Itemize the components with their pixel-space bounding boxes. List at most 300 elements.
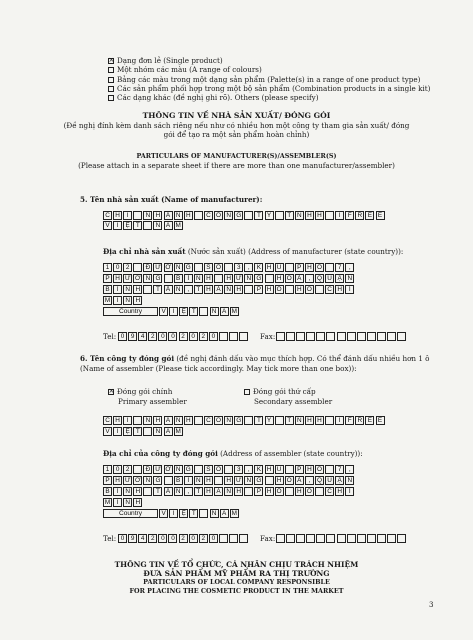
char-cell[interactable]: H	[275, 476, 284, 485]
char-cell[interactable]: B	[103, 285, 112, 294]
char-cell[interactable]	[143, 427, 152, 436]
char-cell[interactable]: B	[174, 476, 183, 485]
char-cell[interactable]: Ố	[315, 465, 324, 474]
char-cell[interactable]	[229, 534, 238, 543]
char-cell[interactable]: Q	[315, 476, 324, 485]
char-cell[interactable]	[377, 332, 386, 341]
char-cell[interactable]: E	[365, 211, 374, 220]
char-cell[interactable]: N	[210, 307, 219, 316]
char-cell[interactable]: ,	[184, 285, 193, 294]
assembler-address-row-3[interactable]	[103, 487, 355, 496]
char-cell[interactable]: T	[254, 211, 263, 220]
char-cell[interactable]: P	[295, 263, 304, 272]
char-cell[interactable]: Ì	[184, 476, 193, 485]
char-cell[interactable]: Á	[164, 211, 173, 220]
char-cell[interactable]: A	[164, 221, 173, 230]
char-cell[interactable]	[337, 332, 346, 341]
char-cell[interactable]: N	[224, 285, 233, 294]
assembler-name-row-1[interactable]	[103, 416, 386, 425]
char-cell[interactable]: Ố	[275, 285, 284, 294]
char-cell[interactable]: I	[113, 427, 122, 436]
char-cell[interactable]	[244, 487, 253, 496]
char-cell[interactable]: H	[153, 416, 162, 425]
char-cell[interactable]: N	[210, 509, 219, 518]
char-cell[interactable]	[276, 534, 285, 543]
char-cell[interactable]: Đ	[143, 465, 152, 474]
manufacturer-country-cells[interactable]	[159, 307, 240, 316]
char-cell[interactable]	[164, 274, 173, 283]
char-cell[interactable]: ,	[244, 263, 253, 272]
char-cell[interactable]: G	[153, 274, 162, 283]
char-cell[interactable]	[285, 263, 294, 272]
char-cell[interactable]: 3	[234, 263, 243, 272]
char-cell[interactable]: N	[194, 476, 203, 485]
char-cell[interactable]	[219, 534, 228, 543]
char-cell[interactable]: H	[224, 274, 233, 283]
char-cell[interactable]	[286, 332, 295, 341]
char-cell[interactable]: P	[254, 487, 263, 496]
char-cell[interactable]: T	[194, 285, 203, 294]
char-cell[interactable]	[325, 416, 334, 425]
char-cell[interactable]	[325, 465, 334, 474]
char-cell[interactable]: I	[113, 221, 122, 230]
char-cell[interactable]: N	[143, 274, 152, 283]
char-cell[interactable]: Ố	[275, 487, 284, 496]
char-cell[interactable]: N	[123, 285, 132, 294]
char-cell[interactable]: Ì	[113, 487, 122, 496]
char-cell[interactable]: P	[103, 476, 112, 485]
char-cell[interactable]: ,	[345, 465, 354, 474]
char-cell[interactable]: Q	[315, 274, 324, 283]
char-cell[interactable]: T	[189, 307, 198, 316]
char-cell[interactable]: Ệ	[123, 221, 132, 230]
char-cell[interactable]	[275, 416, 284, 425]
char-cell[interactable]: M	[231, 308, 237, 315]
char-cell[interactable]: N	[345, 274, 354, 283]
char-cell[interactable]: ,	[184, 487, 193, 496]
secondary-assembler-option[interactable]	[244, 387, 316, 396]
char-cell[interactable]: U	[275, 465, 284, 474]
char-cell[interactable]: N	[244, 476, 253, 485]
char-cell[interactable]: H	[265, 465, 274, 474]
char-cell[interactable]: H	[265, 263, 274, 272]
char-cell[interactable]	[337, 534, 346, 543]
char-cell[interactable]: G	[184, 465, 193, 474]
char-cell[interactable]: N	[224, 211, 233, 220]
char-cell[interactable]	[244, 211, 253, 220]
char-cell[interactable]: 3	[234, 465, 243, 474]
char-cell[interactable]: N	[143, 476, 152, 485]
char-cell[interactable]: 0	[158, 332, 167, 341]
char-cell[interactable]	[133, 263, 142, 272]
char-cell[interactable]	[194, 211, 203, 220]
char-cell[interactable]: Í	[345, 285, 354, 294]
char-cell[interactable]: 0	[113, 465, 122, 474]
char-cell[interactable]: 9	[128, 534, 137, 543]
char-cell[interactable]	[265, 274, 274, 283]
char-cell[interactable]	[265, 476, 274, 485]
char-cell[interactable]	[325, 263, 334, 272]
char-cell[interactable]: S	[204, 263, 213, 272]
char-cell[interactable]: C	[103, 416, 112, 425]
char-cell[interactable]: I	[113, 498, 122, 507]
char-cell[interactable]: E	[376, 416, 385, 425]
char-cell[interactable]	[214, 274, 223, 283]
char-cell[interactable]: N	[174, 416, 183, 425]
char-cell[interactable]: 0	[189, 534, 198, 543]
char-cell[interactable]: K	[254, 465, 263, 474]
char-cell[interactable]: H	[335, 285, 344, 294]
product-type-checkbox[interactable]	[108, 77, 114, 83]
assembler-country-cells[interactable]	[159, 509, 240, 518]
char-cell[interactable]: T	[189, 509, 198, 518]
char-cell[interactable]: H	[133, 498, 142, 507]
char-cell[interactable]: H	[113, 274, 122, 283]
char-cell[interactable]: T	[153, 285, 162, 294]
char-cell[interactable]	[306, 332, 315, 341]
assembler-fax-cells[interactable]	[276, 534, 407, 543]
char-cell[interactable]: Ậ	[335, 476, 344, 485]
char-cell[interactable]: Í	[345, 487, 354, 496]
char-cell[interactable]: V	[103, 221, 112, 230]
char-cell[interactable]: H	[275, 274, 284, 283]
char-cell[interactable]: F	[345, 416, 354, 425]
char-cell[interactable]	[316, 332, 325, 341]
char-cell[interactable]	[133, 416, 142, 425]
char-cell[interactable]: I	[169, 307, 178, 316]
manufacturer-address-row-1[interactable]	[103, 263, 355, 272]
char-cell[interactable]	[229, 332, 238, 341]
char-cell[interactable]	[387, 534, 396, 543]
char-cell[interactable]	[357, 534, 366, 543]
char-cell[interactable]: H	[234, 487, 243, 496]
char-cell[interactable]: 0	[158, 534, 167, 543]
char-cell[interactable]: H	[265, 487, 274, 496]
char-cell[interactable]	[315, 285, 324, 294]
char-cell[interactable]	[194, 416, 203, 425]
char-cell[interactable]: 2	[199, 534, 208, 543]
char-cell[interactable]: I	[113, 296, 122, 305]
char-cell[interactable]: N	[153, 427, 162, 436]
char-cell[interactable]: B	[174, 274, 183, 283]
char-cell[interactable]: E	[365, 416, 374, 425]
char-cell[interactable]: G	[153, 476, 162, 485]
char-cell[interactable]: A	[164, 427, 173, 436]
char-cell[interactable]: À	[295, 274, 304, 283]
char-cell[interactable]: Ệ	[179, 307, 188, 316]
char-cell[interactable]: H	[335, 487, 344, 496]
product-type-checkbox[interactable]	[108, 58, 114, 64]
char-cell[interactable]: M	[231, 510, 237, 517]
char-cell[interactable]: Ồ	[305, 487, 314, 496]
char-cell[interactable]: Ờ	[135, 477, 141, 484]
char-cell[interactable]	[347, 332, 356, 341]
primary-assembler-checkbox[interactable]	[108, 389, 114, 395]
char-cell[interactable]: B	[103, 487, 112, 496]
char-cell[interactable]: M	[175, 428, 181, 435]
manufacturer-name-row-2[interactable]	[103, 221, 184, 230]
char-cell[interactable]: F	[345, 211, 354, 220]
char-cell[interactable]	[397, 534, 406, 543]
char-cell[interactable]: Ờ	[165, 264, 171, 271]
char-cell[interactable]	[326, 332, 335, 341]
char-cell[interactable]: H	[184, 211, 193, 220]
char-cell[interactable]	[224, 465, 233, 474]
char-cell[interactable]	[214, 476, 223, 485]
char-cell[interactable]	[286, 534, 295, 543]
char-cell[interactable]: 0	[168, 332, 177, 341]
char-cell[interactable]: C	[325, 487, 334, 496]
char-cell[interactable]: H	[234, 285, 243, 294]
char-cell[interactable]	[315, 487, 324, 496]
char-cell[interactable]: 0	[209, 534, 218, 543]
char-cell[interactable]: G	[234, 211, 243, 220]
manufacturer-address-row-4[interactable]	[103, 296, 143, 305]
char-cell[interactable]: T	[194, 487, 203, 496]
char-cell[interactable]	[244, 285, 253, 294]
char-cell[interactable]: G	[254, 476, 263, 485]
char-cell[interactable]	[133, 465, 142, 474]
manufacturer-tel-cells[interactable]	[118, 332, 249, 341]
char-cell[interactable]	[199, 509, 208, 518]
char-cell[interactable]: Ì	[184, 274, 193, 283]
product-type-option[interactable]	[108, 75, 430, 84]
char-cell[interactable]: ,	[244, 465, 253, 474]
char-cell[interactable]: Ư	[235, 477, 242, 484]
char-cell[interactable]: Ệ	[123, 427, 132, 436]
char-cell[interactable]: Á	[164, 416, 173, 425]
char-cell[interactable]: N	[174, 285, 183, 294]
product-type-checkbox[interactable]	[108, 86, 114, 92]
char-cell[interactable]: Y	[265, 211, 274, 220]
char-cell[interactable]: M	[104, 297, 111, 304]
char-cell[interactable]: M	[175, 222, 181, 229]
char-cell[interactable]	[133, 211, 142, 220]
char-cell[interactable]: R	[355, 211, 364, 220]
char-cell[interactable]: 7	[335, 263, 344, 272]
char-cell[interactable]: H	[133, 285, 142, 294]
char-cell[interactable]	[194, 263, 203, 272]
char-cell[interactable]: N	[244, 274, 253, 283]
char-cell[interactable]: ,	[345, 263, 354, 272]
char-cell[interactable]: G	[184, 263, 193, 272]
char-cell[interactable]: T	[133, 221, 142, 230]
char-cell[interactable]: 2	[199, 332, 208, 341]
char-cell[interactable]: 1	[103, 263, 112, 272]
char-cell[interactable]: P	[254, 285, 263, 294]
char-cell[interactable]	[296, 534, 305, 543]
char-cell[interactable]: N	[123, 498, 132, 507]
char-cell[interactable]: E	[376, 211, 385, 220]
char-cell[interactable]: 2	[179, 534, 188, 543]
product-type-option[interactable]	[108, 93, 430, 102]
char-cell[interactable]: U	[325, 274, 334, 283]
char-cell[interactable]: H	[305, 416, 314, 425]
char-cell[interactable]: N	[224, 487, 233, 496]
char-cell[interactable]: A	[220, 307, 229, 316]
char-cell[interactable]	[367, 534, 376, 543]
assembler-name-row-2[interactable]	[103, 427, 184, 436]
char-cell[interactable]: H	[113, 211, 122, 220]
char-cell[interactable]: 0	[209, 332, 218, 341]
char-cell[interactable]: K	[254, 263, 263, 272]
manufacturer-name-row-1[interactable]	[103, 211, 386, 220]
char-cell[interactable]	[143, 285, 152, 294]
char-cell[interactable]: I	[123, 211, 132, 220]
char-cell[interactable]: T	[285, 416, 294, 425]
char-cell[interactable]: Ố	[315, 263, 324, 272]
char-cell[interactable]: 0	[168, 534, 177, 543]
char-cell[interactable]	[325, 211, 334, 220]
char-cell[interactable]	[194, 465, 203, 474]
char-cell[interactable]	[239, 534, 248, 543]
char-cell[interactable]	[285, 487, 294, 496]
char-cell[interactable]: C	[204, 416, 213, 425]
char-cell[interactable]: H	[113, 416, 122, 425]
char-cell[interactable]	[199, 307, 208, 316]
char-cell[interactable]: H	[204, 476, 213, 485]
char-cell[interactable]	[164, 476, 173, 485]
char-cell[interactable]: P	[295, 465, 304, 474]
char-cell[interactable]: Ô	[214, 416, 223, 425]
char-cell[interactable]: Ồ	[305, 285, 314, 294]
char-cell[interactable]: H	[315, 211, 324, 220]
char-cell[interactable]: H	[204, 487, 213, 496]
char-cell[interactable]: Ư	[235, 275, 242, 282]
product-type-option[interactable]	[108, 65, 430, 74]
char-cell[interactable]: T	[254, 416, 263, 425]
char-cell[interactable]: 4	[138, 534, 147, 543]
char-cell[interactable]: 2	[123, 263, 132, 272]
char-cell[interactable]: I	[335, 211, 344, 220]
char-cell[interactable]: A	[220, 509, 229, 518]
char-cell[interactable]: À	[295, 476, 304, 485]
char-cell[interactable]: 0	[189, 332, 198, 341]
char-cell[interactable]: Ô	[214, 211, 223, 220]
char-cell[interactable]: N	[194, 274, 203, 283]
char-cell[interactable]: 0	[118, 534, 127, 543]
char-cell[interactable]: À	[214, 487, 223, 496]
char-cell[interactable]: I	[335, 416, 344, 425]
char-cell[interactable]	[143, 221, 152, 230]
char-cell[interactable]: I	[169, 509, 178, 518]
char-cell[interactable]: H	[305, 211, 314, 220]
char-cell[interactable]: Ư	[124, 275, 131, 282]
char-cell[interactable]	[326, 534, 335, 543]
char-cell[interactable]	[387, 332, 396, 341]
char-cell[interactable]: H	[184, 416, 193, 425]
char-cell[interactable]: H	[224, 476, 233, 485]
char-cell[interactable]: H	[204, 285, 213, 294]
char-cell[interactable]: N	[174, 487, 183, 496]
char-cell[interactable]: H	[315, 416, 324, 425]
char-cell[interactable]: T	[153, 487, 162, 496]
char-cell[interactable]: H	[305, 465, 314, 474]
char-cell[interactable]: C	[204, 211, 213, 220]
assembler-tel-cells[interactable]	[118, 534, 249, 543]
char-cell[interactable]: Ư	[155, 466, 161, 473]
manufacturer-address-row-3[interactable]	[103, 285, 355, 294]
assembler-address-row-2[interactable]	[103, 476, 355, 485]
char-cell[interactable]: 2	[148, 332, 157, 341]
char-cell[interactable]: N	[224, 416, 233, 425]
char-cell[interactable]: C	[103, 211, 112, 220]
char-cell[interactable]: Â	[164, 285, 173, 294]
assembler-address-row-4[interactable]	[103, 498, 143, 507]
char-cell[interactable]	[377, 534, 386, 543]
char-cell[interactable]	[357, 332, 366, 341]
product-type-option[interactable]	[108, 56, 430, 65]
char-cell[interactable]: 2	[179, 332, 188, 341]
char-cell[interactable]: I	[123, 416, 132, 425]
char-cell[interactable]: N	[174, 465, 183, 474]
char-cell[interactable]: Y	[265, 416, 274, 425]
char-cell[interactable]: H	[153, 211, 162, 220]
char-cell[interactable]: O	[285, 274, 294, 283]
char-cell[interactable]: N	[123, 296, 132, 305]
char-cell[interactable]: 0	[118, 332, 127, 341]
char-cell[interactable]	[285, 465, 294, 474]
char-cell[interactable]: M	[104, 499, 111, 506]
char-cell[interactable]	[219, 332, 228, 341]
char-cell[interactable]	[244, 416, 253, 425]
char-cell[interactable]: N	[174, 211, 183, 220]
char-cell[interactable]: G	[234, 416, 243, 425]
char-cell[interactable]: 1	[103, 465, 112, 474]
char-cell[interactable]: N	[295, 211, 304, 220]
char-cell[interactable]: V	[159, 509, 168, 518]
char-cell[interactable]: Ờ	[165, 466, 171, 473]
char-cell[interactable]: H	[295, 487, 304, 496]
char-cell[interactable]: H	[133, 487, 142, 496]
char-cell[interactable]: Ư	[124, 477, 131, 484]
char-cell[interactable]: P	[103, 274, 112, 283]
char-cell[interactable]: U	[325, 476, 334, 485]
char-cell[interactable]: 2	[123, 465, 132, 474]
primary-assembler-option[interactable]	[108, 387, 172, 396]
char-cell[interactable]	[224, 263, 233, 272]
product-type-checkbox[interactable]	[108, 67, 114, 73]
char-cell[interactable]: H	[204, 274, 213, 283]
char-cell[interactable]: ,	[305, 274, 314, 283]
product-type-option[interactable]	[108, 84, 430, 93]
char-cell[interactable]: R	[355, 416, 364, 425]
char-cell[interactable]: Ố	[214, 263, 223, 272]
char-cell[interactable]: Ư	[155, 264, 161, 271]
char-cell[interactable]	[306, 534, 315, 543]
char-cell[interactable]: 0	[113, 263, 122, 272]
char-cell[interactable]: 9	[128, 332, 137, 341]
char-cell[interactable]: T	[285, 211, 294, 220]
char-cell[interactable]: G	[254, 274, 263, 283]
char-cell[interactable]: Ố	[214, 465, 223, 474]
char-cell[interactable]: U	[275, 263, 284, 272]
char-cell[interactable]: Â	[164, 487, 173, 496]
char-cell[interactable]	[296, 332, 305, 341]
char-cell[interactable]: N	[123, 487, 132, 496]
char-cell[interactable]	[275, 211, 284, 220]
char-cell[interactable]: 7	[335, 465, 344, 474]
manufacturer-address-row-2[interactable]	[103, 274, 355, 283]
char-cell[interactable]	[347, 534, 356, 543]
char-cell[interactable]: N	[295, 416, 304, 425]
char-cell[interactable]: N	[174, 263, 183, 272]
char-cell[interactable]: C	[325, 285, 334, 294]
char-cell[interactable]: H	[265, 285, 274, 294]
char-cell[interactable]: Ì	[113, 285, 122, 294]
char-cell[interactable]	[143, 487, 152, 496]
char-cell[interactable]: Ậ	[335, 274, 344, 283]
